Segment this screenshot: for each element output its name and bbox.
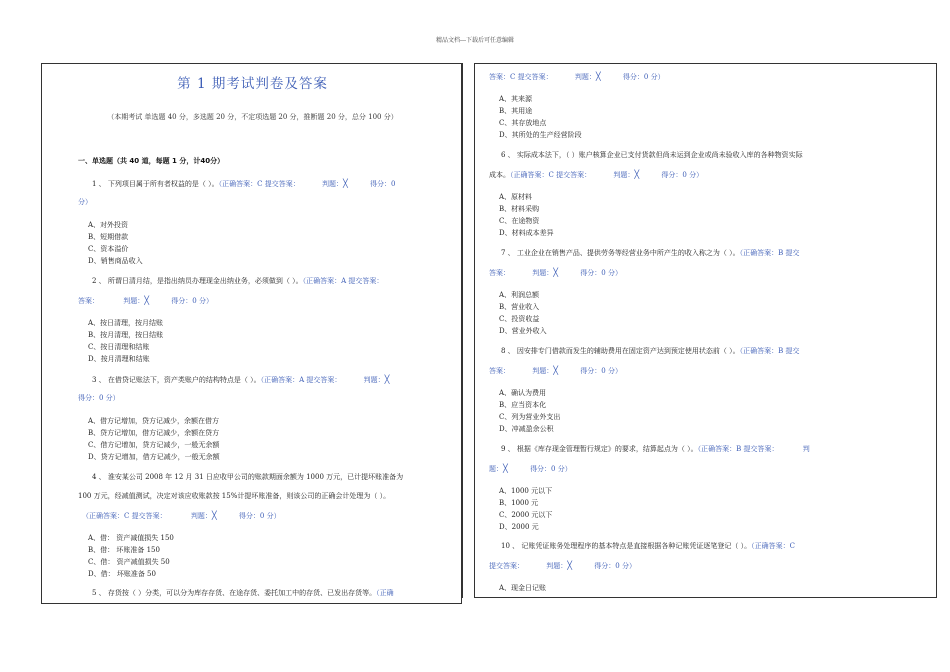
question-6: 6 、 实际成本法下，（ ）账户核算企业已支付货款但尚未运到企业或尚未验收入库的各种物资实际 <box>501 151 803 159</box>
option: C、借： 资产减值损失 50 <box>88 558 170 566</box>
score-label: 得分：0 分） <box>530 465 572 473</box>
option: D、冲减盈余公积 <box>499 425 554 433</box>
option: D、其所处的生产经营阶段 <box>499 131 582 139</box>
option: B、应当资本化 <box>499 401 547 409</box>
question-text: 5 、 存货按（ ）分类，可以分为库存存货、在途存货、委托加工中的存货、已发出存货等。 <box>92 589 377 597</box>
option: D、销售商品收入 <box>88 257 143 265</box>
answer-tag-cont: 提交答案： <box>489 562 524 570</box>
option: C、其存放地点 <box>499 119 547 127</box>
score-label: 得分：0 分） <box>594 562 636 570</box>
option: C、在途物资 <box>499 217 540 225</box>
question-text: 3 、 在借贷记账法下，资产类账户的结构特点是（ ）。 <box>92 376 261 384</box>
question-10-cont <box>489 560 636 572</box>
question-4-line2: 100 万元，经减值测试，决定对该应收账款按 15%计提坏账准备，则该公司的正确会计处理为（ ）。 <box>78 492 391 500</box>
page-title: 第 1 期考试判卷及答案 <box>177 76 328 92</box>
wrong-mark-icon: ╳ <box>144 296 150 305</box>
score-label: 得分：0 分） <box>238 512 281 520</box>
question-2-cont <box>78 295 213 307</box>
answer-tag-cont: 答案： <box>78 297 99 305</box>
question-8 <box>501 346 800 357</box>
question-1 <box>92 178 396 190</box>
option: C、按日清理和结账 <box>88 343 150 351</box>
question-9-cont <box>489 463 572 475</box>
score-label: 得分：0 分） <box>171 297 213 305</box>
option: A、确认为费用 <box>499 389 547 397</box>
score-close: 分） <box>78 198 92 206</box>
wrong-mark-icon: ╳ <box>211 511 217 520</box>
score-label: 得分：0 分） <box>78 394 120 402</box>
option: B、借： 坏账准备 150 <box>88 546 160 554</box>
judge-label: 题： <box>489 465 503 473</box>
question-9 <box>501 444 810 455</box>
option: A、现金日记账 <box>499 584 547 592</box>
judge-label: 判 <box>802 445 810 453</box>
option: B、按月清理，按日结账 <box>88 331 164 339</box>
judge-label: 判题： <box>532 269 554 277</box>
option: D、营业外收入 <box>499 327 547 335</box>
question-text: 成本。 <box>489 171 510 179</box>
wrong-mark-icon: ╳ <box>567 561 573 570</box>
question-7-cont <box>489 267 622 279</box>
option: B、短期借款 <box>88 233 129 241</box>
option: C、投资收益 <box>499 315 540 323</box>
wrong-mark-icon: ╳ <box>634 170 640 179</box>
question-8-cont <box>489 365 622 377</box>
wrong-mark-icon: ╳ <box>384 375 390 384</box>
question-4-answer <box>82 510 281 522</box>
answer-tag: （正确答案：A 提交答案： <box>260 376 342 384</box>
right-page <box>474 63 937 598</box>
option: A、借： 资产减值损失 150 <box>88 534 174 542</box>
answer-tag: （正确 <box>376 589 394 597</box>
option: B、贷方记增加，借方记减少，余额在贷方 <box>88 429 220 437</box>
question-text: 8 、 因安排专门借款而发生的辅助费用在固定资产达到预定使用状态前（ ）。 <box>501 347 740 355</box>
option: B、营业收入 <box>499 303 540 311</box>
wrong-mark-icon: ╳ <box>553 268 559 277</box>
question-text: 9 、 根据《库存现金管理暂行规定》的要求，结算起点为（ ）。 <box>501 445 698 453</box>
score-label: 得分：0 分） <box>622 73 665 81</box>
question-5-answer <box>489 71 665 83</box>
option: C、资本溢价 <box>88 245 129 253</box>
question-6-line2 <box>489 169 703 181</box>
question-7 <box>501 248 800 259</box>
option: C、借方记增加，贷方记减少，一般无余额 <box>88 441 220 449</box>
wrong-mark-icon: ╳ <box>503 464 508 473</box>
judge-label: 判题： <box>546 562 568 570</box>
judge-label: 判题： <box>532 367 554 375</box>
option: C、列为营业外支出 <box>499 413 561 421</box>
answer-tag: （正确答案：B 提交 <box>739 347 800 355</box>
option: A、原材料 <box>499 193 533 201</box>
option: A、对外投资 <box>88 221 129 229</box>
score-label: 得分：0 分） <box>661 171 704 179</box>
option: D、材料成本差异 <box>499 229 554 237</box>
question-2 <box>92 276 383 287</box>
option: C、2000 元以下 <box>499 511 553 519</box>
answer-tag: （正确答案：C 提交答案： <box>510 171 592 179</box>
answer-tag: （正确答案：C 提交答案： <box>218 180 300 188</box>
answer-tag: （正确答案：A 提交答案： <box>302 277 384 285</box>
option: A、1000 元以下 <box>499 487 553 495</box>
judge-label: 判题： <box>190 512 212 520</box>
question-10 <box>501 541 795 552</box>
option: A、按日清理，按月结账 <box>88 319 164 327</box>
judge-label: 判题： <box>363 376 385 384</box>
judge-label: 判题： <box>613 171 635 179</box>
wrong-mark-icon: ╳ <box>342 179 348 188</box>
score-label: 得分：0 <box>370 180 396 188</box>
header-note: 精品文档---下载后可任意编辑 <box>435 37 515 44</box>
answer-tag-cont: 答案： <box>489 367 510 375</box>
option: A、借方记增加，贷方记减少，余额在借方 <box>88 417 220 425</box>
wrong-mark-icon: ╳ <box>553 366 559 375</box>
judge-label: 判题： <box>123 297 145 305</box>
answer-tag-cont: 答案： <box>489 269 510 277</box>
score-label: 得分：0 分） <box>580 269 622 277</box>
answer-tag: （正确答案：C <box>751 542 795 550</box>
option: A、利润总额 <box>499 291 540 299</box>
wrong-mark-icon: ╳ <box>595 72 601 81</box>
option: A、其来源 <box>499 95 533 103</box>
score-label: 得分：0 分） <box>580 367 622 375</box>
option: D、借： 坏账准备 50 <box>88 570 156 578</box>
question-text: 1 、 下列项目属于所有者权益的是（ ）。 <box>92 180 219 188</box>
option: B、其用途 <box>499 107 533 115</box>
answer-tag: （正确答案：B 提交答案： <box>697 445 779 453</box>
left-page <box>41 63 462 604</box>
question-3-cont <box>78 393 120 404</box>
question-1-cont <box>78 197 92 208</box>
question-text: 2 、 所谓日清月结，是指出纳员办理现金出纳业务，必须做到（ ）。 <box>92 277 303 285</box>
question-5 <box>92 588 394 599</box>
answer-tag: 答案：C 提交答案： <box>489 73 553 81</box>
answer-tag: （正确答案：C 提交答案： <box>82 512 167 520</box>
question-text: 10 、 记账凭证账务处理程序的基本特点是直接根据各种记账凭证逐笔登记（ ）。 <box>501 542 752 550</box>
page-subtitle: （本期考试 单选题 40 分，多选题 20 分，不定项选题 20 分，推断题 20 分，总分 100 分） <box>107 113 398 121</box>
judge-label: 判题： <box>574 73 596 81</box>
page-divider <box>462 63 463 598</box>
section-heading: 一、单选题（共 40 道，每题 1 分，计40分） <box>78 157 225 165</box>
option: B、材料采购 <box>499 205 540 213</box>
option: D、贷方记增加，借方记减少，一般无余额 <box>88 453 220 461</box>
option: D、2000 元 <box>499 523 539 531</box>
question-4: 4 、 淮安某公司 2008 年 12 月 31 日应收甲公司的账款期面余额为 1000 万元，已计提坏账准备为 <box>92 473 404 481</box>
question-3 <box>92 374 389 386</box>
question-text: 7 、 工业企业在销售产品、提供劳务等经营业务中所产生的收入称之为（ ）。 <box>501 249 740 257</box>
option: B、1000 元 <box>499 499 539 507</box>
option: D、按月清理和结账 <box>88 355 150 363</box>
judge-label: 判题： <box>321 180 343 188</box>
answer-tag: （正确答案：B 提交 <box>739 249 800 257</box>
